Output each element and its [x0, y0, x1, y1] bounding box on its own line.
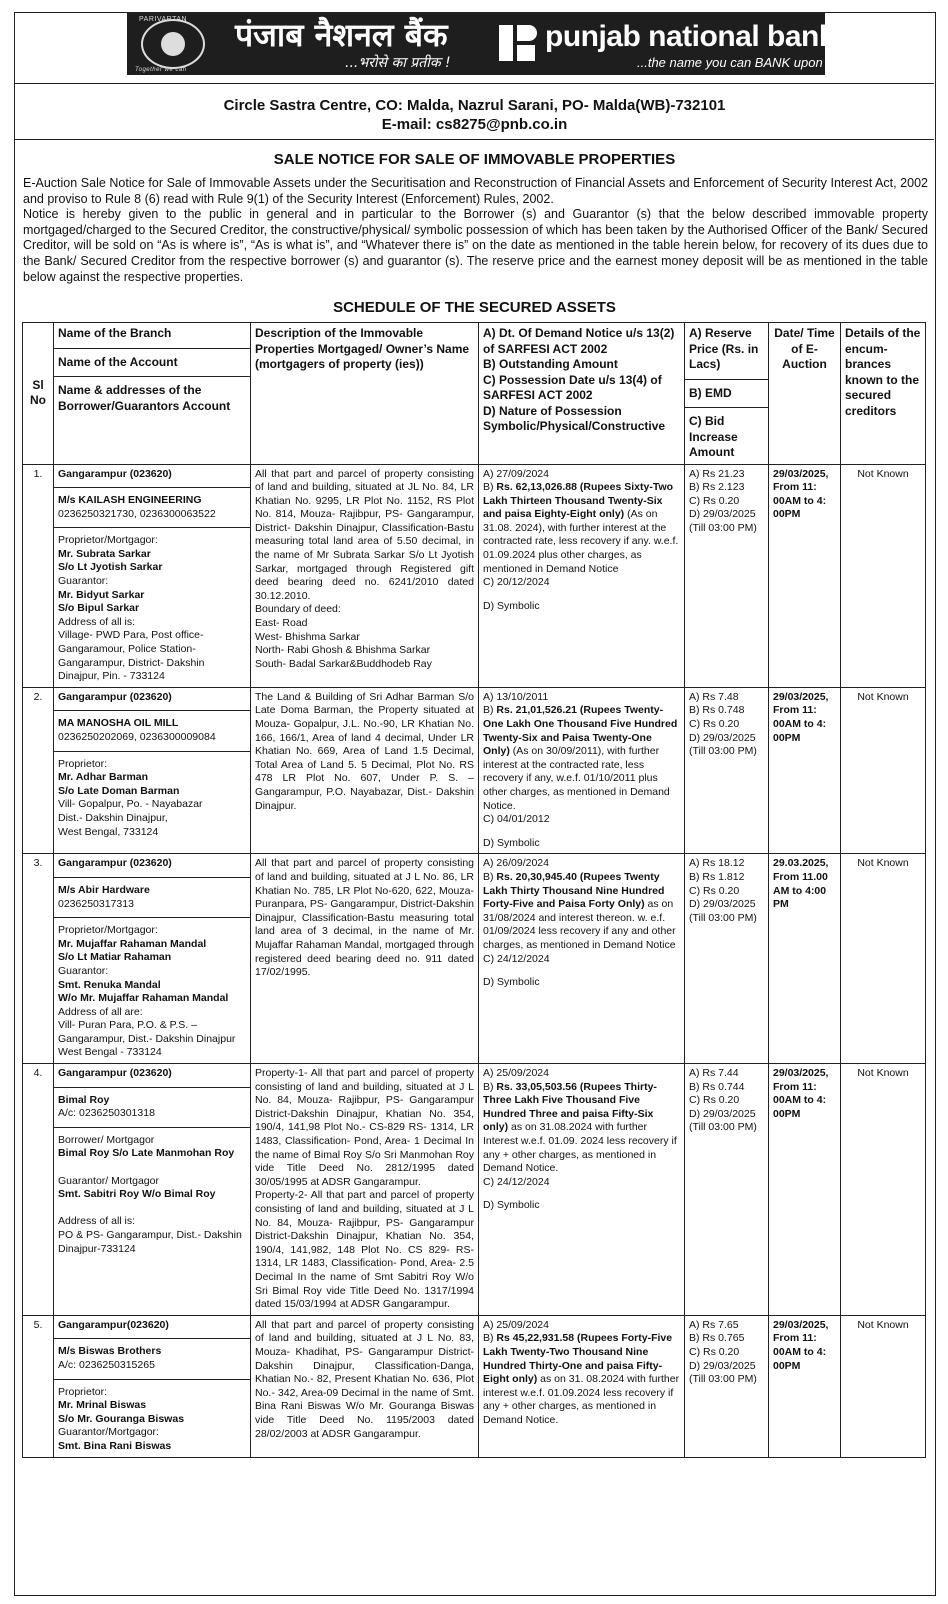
row-amount-bold: Rs. 33,05,503.56 (Rupees Thirty-Three Lakh Five Thousand Five Hundred Three and paisa Fifty-Six only) — [483, 1080, 657, 1134]
row-amount-bold: Rs. 62,13,026.88 (Rupees Sixty-Two Lakh Thirteen Thousand Twenty-Six and paisa Eighty-Eight only) — [483, 481, 674, 521]
row-amount-prefix: B) — [483, 704, 494, 717]
borrower-line: Village- PWD Para, Post office- Gangaramour, Police Station- Gangarampur, District- Dakshin Dinajpur, Pin. - 733124 — [58, 629, 205, 683]
borrower-line: Vill- Gopalpur, Po. - Nayabazar — [58, 798, 203, 811]
row-bid-date: D) 29/03/2025 — [689, 731, 756, 744]
borrower-line: Guarantor: — [58, 964, 109, 977]
bank-tagline-hindi: ...भरोसे का प्रतीक ! — [345, 55, 451, 71]
row-amount-rest: as on 31.08.2024 with further Interest w.e.f. 01.09. 2024 less recovery if any + other charges, as mentioned in Demand Notice. — [483, 1121, 677, 1175]
borrower-line: Address of all are: — [58, 1005, 143, 1018]
header-borrower: Name & addresses of the Borrower/Guarantors Account — [54, 376, 250, 414]
header-branch-account — [54, 323, 251, 465]
row-bid: C) Rs 0.20 — [689, 1094, 740, 1107]
row-bid: C) Rs 0.20 — [689, 1345, 740, 1358]
row-description-text: The Land & Building of Sri Adhar Barman S/o Late Doma Barman, the Property situated at Mouza- Gopalpur, J.L. No.-90, LR Khatian No. 166, 166/1, Area of land 4 decimal, Under LR Khatian No. 669, Area of Land 1.5 Decimal, Total Area of Land 5. 5 Decimal, Plot No. RS 478 LR Plot No. 607, Under P. S. – Gangarampur, P.O. Nayabazar, Dist.- Dakshin Dinajpur. — [255, 690, 474, 812]
row-branch-account — [54, 854, 251, 1064]
row-sl: 5. — [23, 1315, 54, 1457]
row-bid-date: D) 29/03/2025 — [689, 508, 756, 521]
borrower-line: S/o Late Doman Barman — [58, 784, 180, 797]
header-notice-a: A) Dt. Of Demand Notice u/s 13(2) of SARFESI ACT 2002 — [483, 326, 675, 356]
boundary-line: North- Rabi Ghosh & Bhishma Sarkar — [255, 644, 431, 657]
borrower-line: Mr. Adhar Barman — [58, 771, 149, 784]
row-account — [54, 710, 250, 744]
intro-paragraph-2: Notice is hereby given to the public in general and in particular to the Borrower (s) and Guarantor (s) that the below described immovable property mortgaged/charged to the Secured Creditor, the constructive/physical/ symbolic possession of which has been taken by the Authorised Officer of the Bank/ Secured Creditor, will be sold on “As is where is”, “As is what is”, and “Whatever there is” on the date as mentioned in the table herein below, for recovery of its dues due to the Bank/ Secured Creditor from the respective borrower (s) and guarantor (s). The reserve price and the earnest money deposit will be as mentioned in the table below against the respective properties. — [23, 207, 928, 284]
borrower-line: S/o Lt Jyotish Sarkar — [58, 561, 163, 574]
row-account-name: M/s Biswas Brothers — [58, 1345, 162, 1358]
row-amount — [483, 871, 680, 953]
row-amount — [483, 1332, 680, 1427]
row-bid-time: (Till 03:00 PM) — [689, 745, 757, 758]
header-notice-d: D) Nature of Possession Symbolic/Physical/Constructive — [483, 403, 666, 433]
borrower-line: Vill- Puran Para, P.O. & P.S. – Gangarampur, Dist.- Dakshin Dinajpur West Bengal - 733124 — [58, 1019, 236, 1059]
row-reserve: A) Rs 21.23 — [689, 467, 745, 480]
row-account — [54, 1338, 250, 1372]
row-description — [251, 1315, 479, 1457]
row-price — [685, 464, 769, 687]
row-auction-time: 29.03.2025, From 11.00 AM to 4:00 PM — [769, 854, 841, 1064]
row-price — [685, 854, 769, 1064]
row-amount — [483, 1081, 680, 1176]
row-description-text: All that part and parcel of property consisting of land and building, situated at JL No. 84, LR Khatian No. 9295, LR Plot No. 1152, RS Plot No. 814, Mouza- Rajibpur, PS- Gangarampur, District- Dakshin Dinajpur, Classification-Bastu measuring total land area of 5.50 decimal, in the name of Mr Subrata Sarkar S/o Lt Jyotish Sarkar, mortgaged through Registered gift deed bearing deed no. 6241/2010 dated 30.12.2010. — [255, 467, 474, 602]
row-amount-rest: as on 31/08/2024 and interest thereon. w. e.f. 01/09/2024 less recovery if any and other charges, as mentioned in Demand Notice — [483, 898, 676, 951]
row-possession-date: C) 24/12/2024 — [483, 952, 550, 965]
row-description — [251, 464, 479, 687]
boundary-line: West- Bhishma Sarkar — [255, 630, 360, 643]
row-notice — [479, 1064, 685, 1316]
borrower-line: Mr. Mujaffar Rahaman Mandal — [58, 937, 207, 950]
borrower-line: Mr. Subrata Sarkar — [58, 547, 151, 560]
borrower-line: Proprietor/Mortgagor: — [58, 924, 158, 937]
row-amount-prefix: B) — [483, 1332, 494, 1345]
seal-bottom-text: Together we can — [135, 67, 187, 73]
row-auction-time: 29/03/2025, From 11: 00AM to 4: 00PM — [769, 1315, 841, 1457]
row-branch: Gangarampur (023620) — [58, 857, 172, 870]
row-description — [251, 854, 479, 1064]
row-account-no: 0236250317313 — [58, 897, 134, 910]
boundary-line: Boundary of deed: — [255, 603, 341, 616]
row-auction-time: 29/03/2025, From 11: 00AM to 4: 00PM — [769, 1064, 841, 1316]
borrower-line: Proprietor: — [58, 1385, 108, 1398]
row-possession-date: C) 04/01/2012 — [483, 813, 550, 826]
row-borrower — [54, 751, 250, 840]
row-bid-time: (Till 03:00 PM) — [689, 1373, 757, 1386]
row-branch: Gangarampur (023620) — [58, 467, 172, 480]
row-nature: D) Symbolic — [483, 976, 540, 989]
table-header-row — [23, 323, 926, 465]
row-amount-rest: as on 31. 08.2024 with further interest w.e.f. 01.09.2024 less recovery if any + other charges, as mentioned in Demand Notice. — [483, 1373, 680, 1426]
row-price — [685, 1315, 769, 1457]
header-price-b: B) EMD — [685, 379, 768, 402]
row-bid-date: D) 29/03/2025 — [689, 1107, 756, 1120]
divider — [15, 139, 934, 140]
header-sl: Sl No — [23, 323, 54, 465]
schedule-title: SCHEDULE OF THE SECURED ASSETS — [333, 299, 616, 316]
borrower-line: Proprietor/Mortgagor: — [58, 534, 158, 547]
borrower-line: Borrower/ Mortgagor — [58, 1133, 155, 1146]
row-account-no: 0236250321730, 0236300063522 — [58, 507, 216, 520]
row-bid-date: D) 29/03/2025 — [689, 898, 756, 911]
row-amount-rest: (As on 31.08. 2024), with further interest at the contracted rate, less recovery if any. w.e.f. 01.09.2024 plus other charges, as mentioned in Demand Notice — [483, 508, 679, 575]
row-amount-rest: (As on 30/09/2011), with further interest at the contracted rate, less recovery if any, w.e.f. 01/10/2011 plus other charges, as mentioned in Demand Notice. — [483, 745, 670, 812]
row-branch-account — [54, 687, 251, 854]
row-reserve: A) Rs 7.44 — [689, 1067, 739, 1080]
row-amount — [483, 481, 680, 576]
row-branch-account — [54, 464, 251, 687]
borrower-line: Dist.- Dakshin Dinajpur, — [58, 811, 168, 824]
header-notice-c: C) Possession Date u/s 13(4) of SARFESI ACT 2002 — [483, 372, 662, 402]
row-amount-bold: Rs. 20,30,945.40 (Rupees Twenty Lakh Thirty Thousand Nine Hundred Forty-Five and Paisa Forty Only) — [483, 870, 665, 911]
table-row — [23, 1064, 926, 1316]
row-account — [54, 1087, 250, 1121]
borrower-line: PO & PS- Gangarampur, Dist.- Dakshin Dinajpur-733124 — [58, 1229, 242, 1255]
row-demand-date: A) 13/10/2011 — [483, 690, 549, 703]
row-notice — [479, 854, 685, 1064]
row-emd: B) Rs 0.748 — [689, 704, 745, 717]
row-auction-time: 29/03/2025, From 11: 00AM to 4: 00PM — [769, 464, 841, 687]
row-encumbrance: Not Known — [841, 464, 926, 687]
header-description: Description of the Immovable Properties Mortgaged/ Owner’s Name (mortgagers of property (ies)) — [251, 323, 479, 465]
header-price-c: C) Bid Increase Amount — [685, 407, 768, 461]
row-branch-account — [54, 1315, 251, 1457]
row-sl: 1. — [23, 464, 54, 687]
row-nature: D) Symbolic — [483, 1199, 540, 1212]
borrower-line — [58, 1202, 246, 1216]
borrower-line: Bimal Roy S/o Late Manmohan Roy — [58, 1147, 235, 1160]
row-emd: B) Rs 1.812 — [689, 870, 745, 883]
row-encumbrance: Not Known — [841, 1315, 926, 1457]
borrower-line: S/o Mr. Gouranga Biswas — [58, 1412, 185, 1425]
borrower-line: Smt. Bina Rani Biswas — [58, 1439, 172, 1452]
seal-top-text: PARIVARTAN — [139, 16, 188, 23]
row-amount-bold: Rs 45,22,931.58 (Rupees Forty-Five Lakh Twenty-Two Thousand Nine Hundred Thirty-One and paisa Fifty-Eight only) — [483, 1332, 673, 1386]
row-branch: Gangarampur (023620) — [58, 1067, 172, 1080]
row-possession-date: C) 20/12/2024 — [483, 576, 550, 589]
row-emd: B) Rs 0.744 — [689, 1080, 745, 1093]
row-price — [685, 1064, 769, 1316]
row-bid-time: (Till 03:00 PM) — [689, 1121, 757, 1134]
bank-name-hindi: पंजाब नैशनल बैंक — [235, 16, 448, 54]
row-nature: D) Symbolic — [483, 599, 540, 612]
row-account — [54, 877, 250, 911]
bank-name-english: punjab national bank — [545, 20, 836, 53]
borrower-line: Mr. Mrinal Biswas — [58, 1399, 147, 1412]
header-auction: Date/ Time of E-Auction — [769, 323, 841, 465]
borrower-line: Guarantor/ Mortgagor — [58, 1174, 159, 1187]
row-demand-date: A) 25/09/2024 — [483, 1318, 549, 1331]
row-bid: C) Rs 0.20 — [689, 718, 740, 730]
secured-assets-table — [22, 322, 926, 1458]
row-description — [251, 687, 479, 854]
row-account — [54, 487, 250, 521]
row-amount-prefix: B) — [483, 1080, 494, 1093]
row-description-text-2: Property-2- All that part and parcel of property consisting of land and building, situated at J L No. 84, Mouza- Rajibpur, PS- Gangarampur District-Dakshin Dinajpur, Khatian No. 354, 190/4, 141,982, 148 Plot No. CS 829- RS- 1314, LR 1483, Classification- Pond, Area- 2.5 Decimal In the name of Smt Sabitri Roy W/o Sri Bimal Roy vide Title Deed No. 1317/1994 dated 15/03/1994 at ADSR Gangarampur. — [255, 1189, 474, 1311]
row-amount — [483, 704, 680, 813]
row-description-text: All that part and parcel of property consisting of land and building, situated at J L No. 86, LR Khatian No. 785, LR Plot No-620, 622, Mouza- Puranpara, PS- Gangarampur, District-Dakshin Dinajpur, Classification-Bastu measuring total land area of 3 decimal, in the name of Mr. Mujaffar Rahaman Mandal, mortgaged through registered deed bearing deed no. 911 dated 17/02/1995. — [255, 857, 474, 979]
row-sl: 4. — [23, 1064, 54, 1316]
divider — [15, 83, 934, 84]
row-boundary — [255, 603, 474, 671]
borrower-line: Smt. Sabitri Roy W/o Bimal Roy — [58, 1188, 216, 1201]
row-reserve: A) Rs 7.48 — [689, 690, 739, 703]
row-auction-time: 29/03/2025, From 11: 00AM to 4: 00PM — [769, 687, 841, 854]
borrower-line: Guarantor/Mortgagor: — [58, 1426, 159, 1439]
row-bid-date: D) 29/03/2025 — [689, 1359, 756, 1372]
row-account-no: A/c: 0236250315265 — [58, 1358, 155, 1371]
row-description-text: Property-1- All that part and parcel of property consisting of land and building, situated at J L No. 84, Mouza- Rajibpur, PS- Gangarampur District-Dakshin Dinajpur, Khatian No. 354, 190/4, 141,98 Plot No.- CS-829 RS- 1314, LR 1483, Classification- Pond, Area- 1 Decimal In the name of Bimal Roy S/o Sri Manmohan Roy vide Title Deed No. 2812/1995 dated 30/05/1995 at ADSR Gangarampur. — [255, 1067, 474, 1188]
header-notice — [479, 323, 685, 465]
row-bid: C) Rs 0.20 — [689, 494, 740, 507]
row-branch: Gangarampur(023620) — [58, 1318, 169, 1331]
row-emd: B) Rs 2.123 — [689, 481, 745, 494]
notice-page — [14, 12, 936, 1596]
row-possession-date: C) 24/12/2024 — [483, 1175, 550, 1188]
circle-address: Circle Sastra Centre, CO: Malda, Nazrul Sarani, PO- Malda(WB)-732101 — [223, 97, 726, 114]
borrower-line: S/o Lt Matiar Rahaman — [58, 951, 172, 964]
row-borrower — [54, 917, 250, 1060]
row-reserve: A) Rs 7.65 — [689, 1318, 739, 1331]
row-bid-time: (Till 03:00 PM) — [689, 521, 757, 534]
row-reserve: A) Rs 18.12 — [689, 857, 745, 870]
header-branch: Name of the Branch — [58, 326, 172, 340]
boundary-line: East- Road — [255, 617, 308, 630]
row-encumbrance: Not Known — [841, 1064, 926, 1316]
header-price — [685, 323, 769, 465]
row-borrower — [54, 527, 250, 684]
row-account-name: M/s KAILASH ENGINEERING — [58, 494, 202, 507]
bank-tagline-english: ...the name you can BANK upon ! — [637, 55, 830, 70]
circle-email: E-mail: cs8275@pnb.co.in — [381, 116, 568, 133]
borrower-line: Mr. Bidyut Sarkar — [58, 588, 145, 601]
row-bid-time: (Till 03:00 PM) — [689, 911, 757, 924]
row-emd: B) Rs 0.765 — [689, 1332, 745, 1345]
borrower-line: Address of all is: — [58, 615, 136, 628]
table-row — [23, 1315, 926, 1457]
table-row — [23, 854, 926, 1064]
row-borrower — [54, 1127, 250, 1256]
pnb-logo-icon — [495, 21, 539, 65]
notice-intro — [23, 176, 928, 285]
row-sl: 3. — [23, 854, 54, 1064]
row-demand-date: A) 27/09/2024 — [483, 467, 549, 480]
notice-title: SALE NOTICE FOR SALE OF IMMOVABLE PROPERTIES — [273, 151, 676, 168]
table-row — [23, 687, 926, 854]
row-amount-prefix: B) — [483, 481, 494, 494]
row-nature: D) Symbolic — [483, 836, 540, 849]
row-account-name: MA MANOSHA OIL MILL — [58, 717, 179, 730]
row-bid: C) Rs 0.20 — [689, 884, 740, 897]
row-description — [251, 1064, 479, 1316]
row-account-name: Bimal Roy — [58, 1093, 110, 1106]
borrower-line — [58, 1161, 246, 1175]
borrower-line: West Bengal, 733124 — [58, 825, 159, 838]
row-branch-account — [54, 1064, 251, 1316]
row-notice — [479, 1315, 685, 1457]
row-account-no: 0236250202069, 0236300009084 — [58, 731, 216, 743]
row-description-text: All that part and parcel of property consisting of land and building, situated at J L No. 83, Mouza- Khadihat, PS- Gangarampur District-Dakshin Dinajpur, Classification-Danga, Khatian No.- 82, Present Khatian No. 636, Plot No.- 342, Area-09 Decimal in the name of Smt. Bina Rani Biswas W/o Mr. Gouranga Biswas vide Title Deed No. 1195/2003 dated 28/02/2003 at ADSR Gangarampur. — [255, 1318, 474, 1440]
header-price-a: A) Reserve Price (Rs. in Lacs) — [689, 326, 759, 371]
row-sl: 2. — [23, 687, 54, 854]
boundary-line: South- Badal Sarkar&Buddhodeb Ray — [255, 657, 432, 670]
parivartan-seal-icon — [141, 19, 205, 69]
row-account-no: A/c: 0236250301318 — [58, 1107, 155, 1120]
table-row — [23, 464, 926, 687]
row-amount-prefix: B) — [483, 870, 494, 883]
row-amount-bold: Rs. 21,01,526.21 (Rupees Twenty-One Lakh One Thousand Five Hundred Twenty-Six and Paisa Twenty-One Only) — [483, 704, 678, 758]
row-notice — [479, 464, 685, 687]
header-encumbrance: Details of the encum-brances known to the secured creditors — [841, 323, 926, 465]
row-notice — [479, 687, 685, 854]
row-borrower — [54, 1379, 250, 1454]
row-price — [685, 687, 769, 854]
row-branch: Gangarampur (023620) — [58, 690, 172, 703]
borrower-line: Proprietor: — [58, 757, 108, 770]
row-encumbrance: Not Known — [841, 687, 926, 854]
row-account-name: M/s Abir Hardware — [58, 883, 150, 896]
borrower-line: Smt. Renuka Mandal — [58, 978, 161, 991]
borrower-line: W/o Mr. Mujaffar Rahaman Mandal — [58, 992, 229, 1005]
borrower-line: Guarantor: — [58, 575, 109, 588]
intro-paragraph-1: E-Auction Sale Notice for Sale of Immovable Assets under the Securitisation and Reconstruction of Financial Assets and Enforcement of Security Interest Act, 2002 and proviso to Rule 8 (6) read with Rule 9(1) of the Security Interest (Enforcement) Rules, 2002. — [23, 176, 928, 206]
header-account: Name of the Account — [54, 348, 250, 371]
borrower-line: Address of all is: — [58, 1215, 136, 1228]
borrower-line: S/o Bipul Sarkar — [58, 602, 140, 615]
row-demand-date: A) 25/09/2024 — [483, 1067, 549, 1080]
bank-banner — [127, 13, 836, 75]
header-notice-b: B) Outstanding Amount — [483, 357, 618, 371]
row-encumbrance: Not Known — [841, 854, 926, 1064]
row-demand-date: A) 26/09/2024 — [483, 857, 549, 870]
